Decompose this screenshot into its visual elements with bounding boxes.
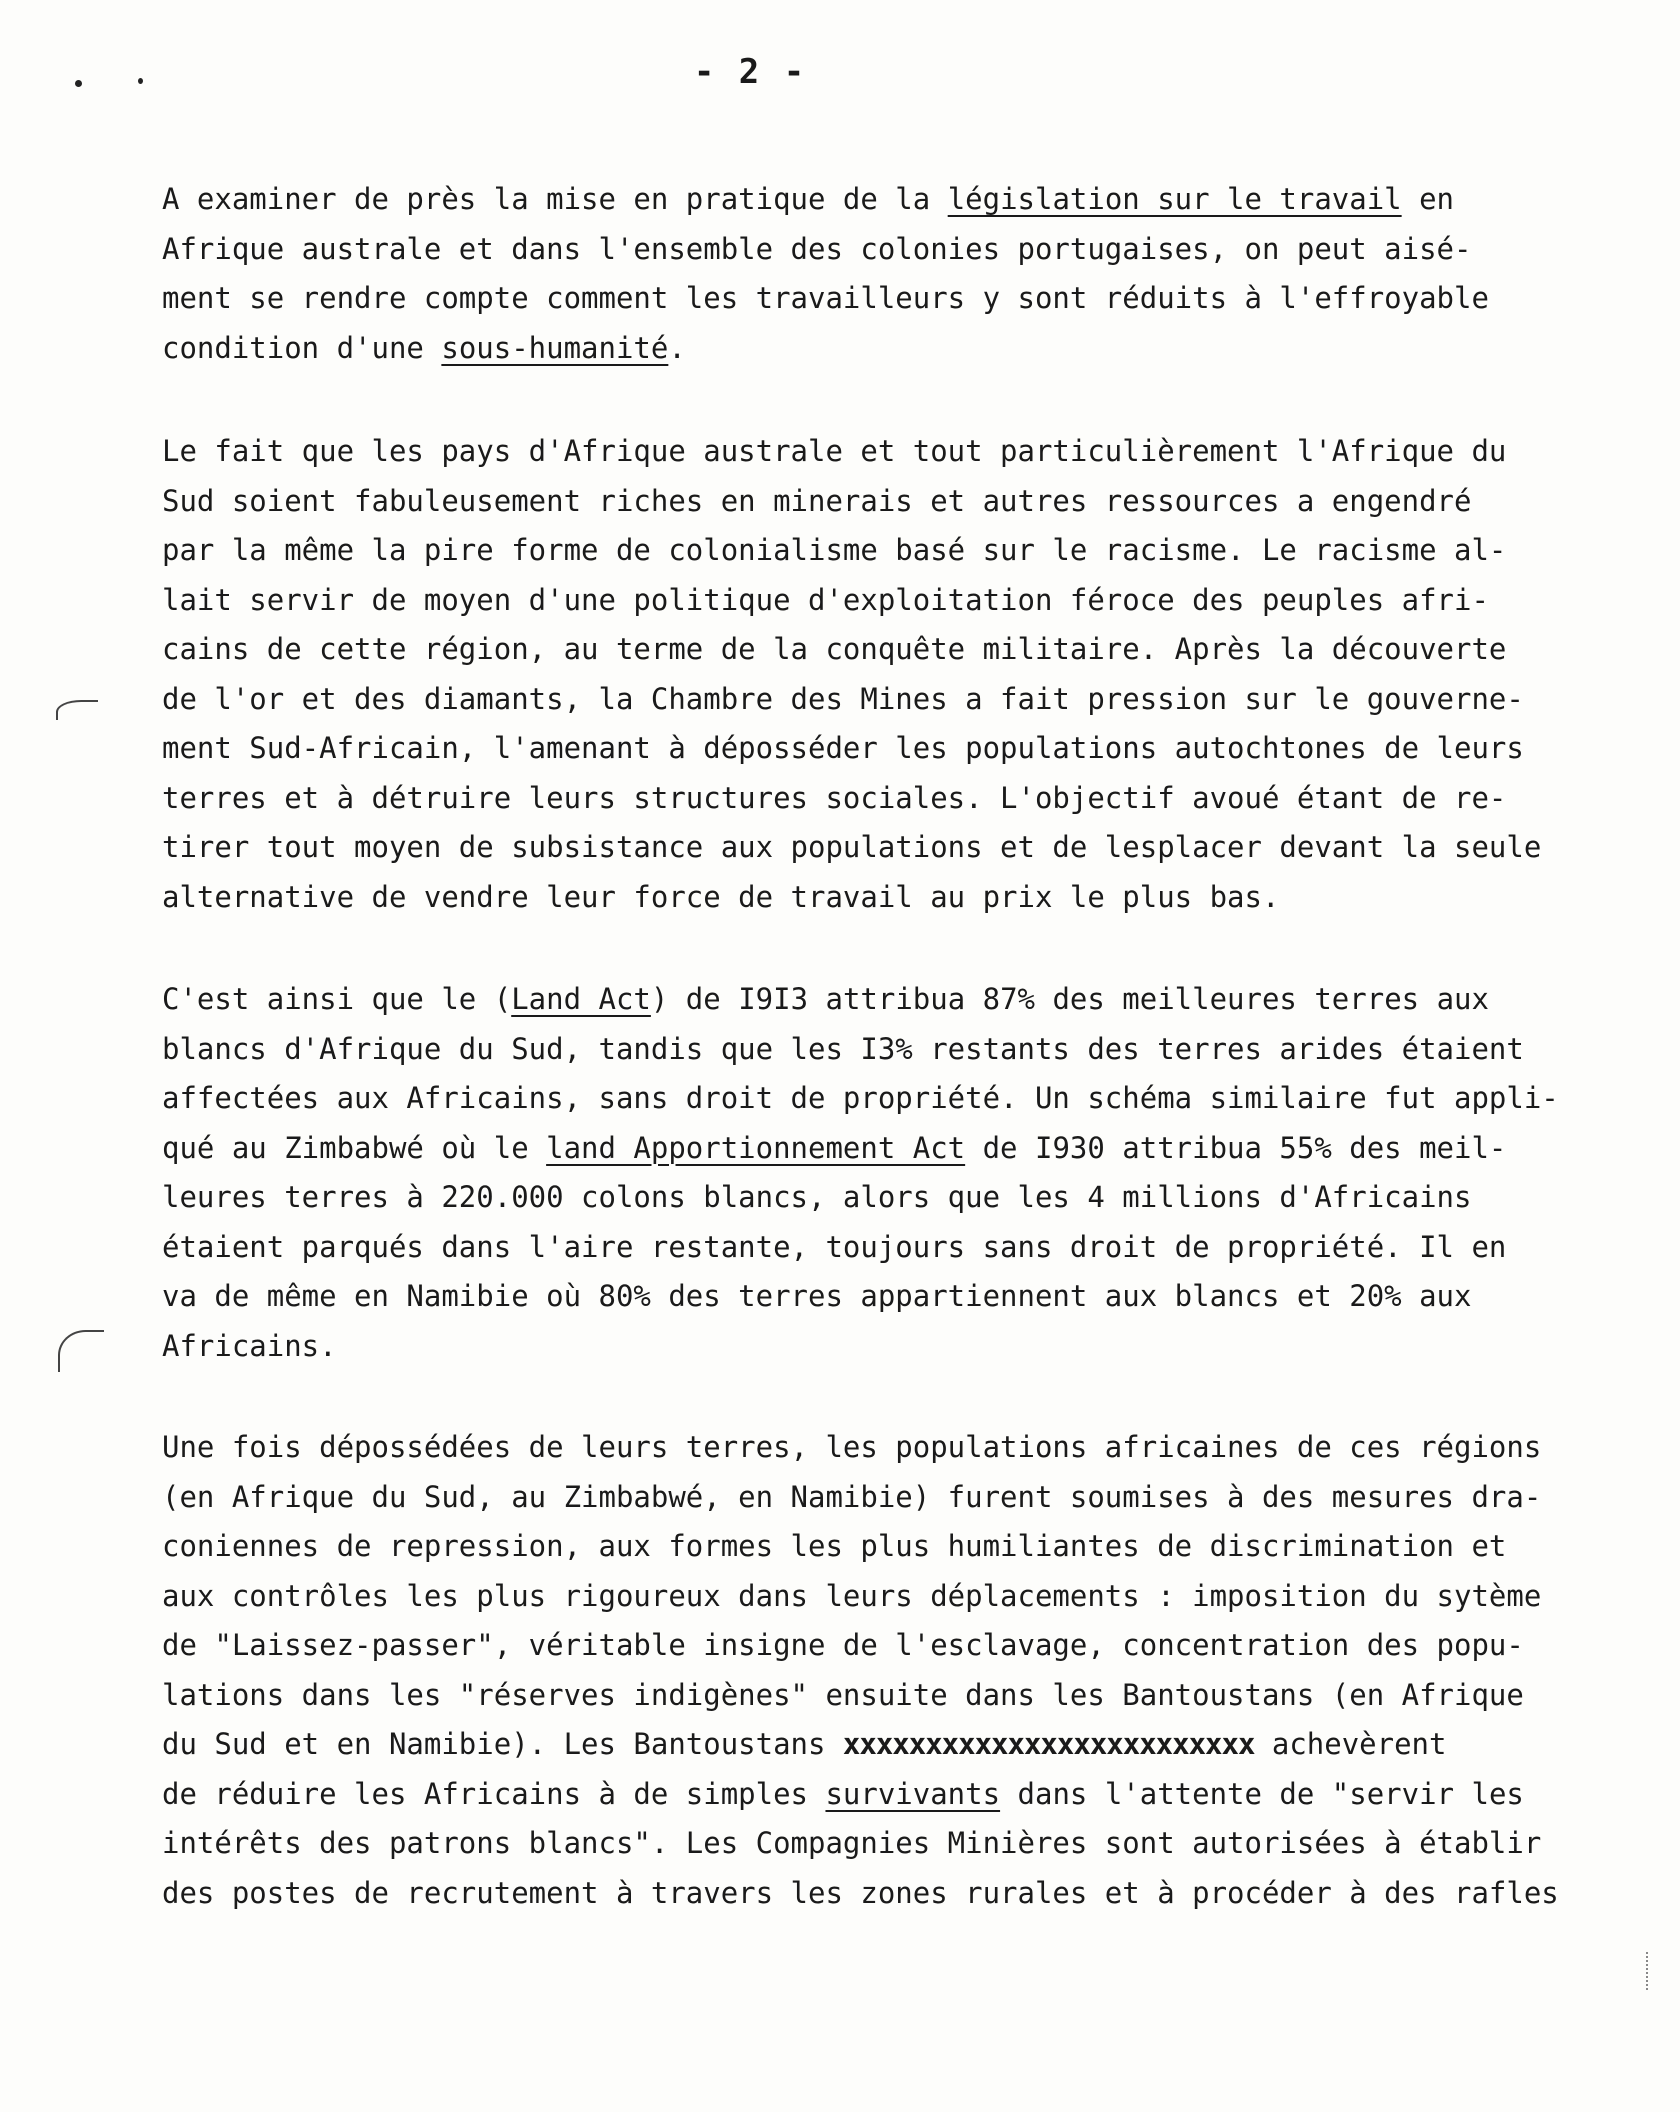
text-line xyxy=(162,625,1622,675)
text-line xyxy=(162,1869,1622,1919)
text-line xyxy=(162,1272,1622,1322)
text-line xyxy=(162,774,1622,824)
text-line xyxy=(162,225,1622,275)
text-segment: . xyxy=(668,330,686,365)
text-line xyxy=(162,526,1622,576)
text-segment: de réduire les Africains à de simples xyxy=(162,1776,826,1811)
text-segment: Sud soient fabuleusement riches en minerais et autres ressources a engendré xyxy=(162,483,1472,518)
text-segment: de "Laissez-passer", véritable insigne de l'esclavage, concentration des popu- xyxy=(162,1628,1524,1662)
text-segment: terres et à détruire leurs structures sociales. L'objectif avoué étant de re- xyxy=(162,780,1507,815)
text-segment: de l'or et des diamants, la Chambre des Mines a fait pression sur le gouverne- xyxy=(162,681,1524,716)
text-line xyxy=(162,724,1622,774)
text-line xyxy=(162,1173,1622,1223)
underlined-text: Land Act xyxy=(511,982,651,1016)
text-segment: de I930 attribua 55% des meil- xyxy=(965,1130,1507,1165)
text-line xyxy=(162,1671,1622,1721)
text-line xyxy=(162,1473,1622,1523)
text-line xyxy=(162,823,1622,873)
text-segment: en xyxy=(1401,182,1455,216)
text-line xyxy=(162,1522,1622,1572)
text-line xyxy=(162,1322,1622,1372)
text-line xyxy=(162,274,1622,324)
text-line xyxy=(162,1621,1622,1671)
text-segment: Une fois dépossédées de leurs terres, les populations africaines de ces régions xyxy=(162,1430,1542,1464)
paragraph-4 xyxy=(162,1423,1622,1918)
text-line xyxy=(162,1720,1622,1770)
paragraph-3 xyxy=(162,975,1622,1371)
text-segment: ) de I9I3 attribua 87% des meilleures terres aux xyxy=(650,982,1489,1016)
paragraph-1 xyxy=(162,175,1622,373)
text-segment: du Sud et en Namibie). Les Bantoustans xyxy=(162,1727,843,1761)
text-line xyxy=(162,1223,1622,1273)
text-segment: lations dans les "réserves indigènes" ensuite dans les Bantoustans (en Afrique xyxy=(162,1677,1524,1712)
margin-pencil-mark-lower xyxy=(58,1330,104,1372)
underlined-text: sous-humanité xyxy=(441,330,669,365)
text-line xyxy=(162,1770,1622,1820)
margin-pencil-mark-upper xyxy=(56,700,98,720)
text-line xyxy=(162,1819,1622,1869)
text-line xyxy=(162,477,1622,527)
text-segment: dans l'attente de "servir les xyxy=(1000,1776,1524,1811)
text-segment: étaient parqués dans l'aire restante, toujours sans droit de propriété. Il en xyxy=(162,1229,1507,1264)
text-segment: blancs d'Afrique du Sud, tandis que les I3% restants des terres arides étaient xyxy=(162,1031,1524,1066)
text-segment: (en Afrique du Sud, au Zimbabwé, en Namibie) furent soumises à des mesures dra- xyxy=(162,1479,1542,1514)
underlined-text: land Apportionnement Act xyxy=(546,1130,966,1165)
text-segment: cains de cette région, au terme de la conquête militaire. Après la découverte xyxy=(162,632,1507,666)
text-segment: condition d'une xyxy=(162,330,442,365)
text-segment: leures terres à 220.000 colons blancs, alors que les 4 millions d'Africains xyxy=(162,1180,1472,1214)
text-line xyxy=(162,427,1622,477)
text-segment: va de même en Namibie où 80% des terres appartiennent aux blancs et 20% aux xyxy=(162,1279,1472,1313)
text-segment: affectées aux Africains, sans droit de propriété. Un schéma similaire fut appli- xyxy=(162,1081,1559,1115)
underlined-text: législation sur le travail xyxy=(947,182,1402,216)
text-segment: par la même la pire forme de colonialisme basé sur le racisme. Le racisme al- xyxy=(162,533,1507,567)
text-segment: Afrique australe et dans l'ensemble des colonies portugaises, on peut aisé- xyxy=(162,231,1472,266)
paragraph-2 xyxy=(162,427,1622,922)
text-line xyxy=(162,175,1622,225)
text-segment: Africains. xyxy=(162,1328,337,1363)
text-segment: alternative de vendre leur force de travail au prix le plus bas. xyxy=(162,879,1280,914)
text-line xyxy=(162,975,1622,1025)
text-segment: aux contrôles les plus rigoureux dans leurs déplacements : imposition du sytème xyxy=(162,1578,1542,1613)
text-line xyxy=(162,1572,1622,1622)
text-line xyxy=(162,1025,1622,1075)
text-segment: C'est ainsi que le ( xyxy=(162,982,512,1016)
text-segment: achevèrent xyxy=(1254,1727,1447,1761)
text-line xyxy=(162,324,1622,374)
text-segment: lait servir de moyen d'une politique d'exploitation féroce des peuples afri- xyxy=(162,582,1489,617)
text-segment: ment se rendre compte comment les travailleurs y sont réduits à l'effroyable xyxy=(162,281,1489,315)
typed-over-text: xxxxxxxxxxxxxxxxxxxxxxxxx xyxy=(842,1727,1255,1761)
page-number: - 2 - xyxy=(693,52,807,92)
text-segment: ment Sud-Africain, l'amenant à déposséder les populations autochtones de leurs xyxy=(162,731,1524,765)
text-segment: tirer tout moyen de subsistance aux populations et de lesplacer devant la seule xyxy=(162,830,1542,864)
text-line xyxy=(162,873,1622,923)
text-segment: A examiner de près la mise en pratique de la xyxy=(162,182,948,216)
text-line xyxy=(162,1124,1622,1174)
text-segment: intérêts des patrons blancs". Les Compagnies Minières sont autorisées à établir xyxy=(162,1826,1542,1860)
text-segment: coniennes de repression, aux formes les plus humiliantes de discrimination et xyxy=(162,1529,1507,1563)
text-line xyxy=(162,576,1622,626)
underlined-text: survivants xyxy=(825,1776,1001,1811)
text-segment: qué au Zimbabwé où le xyxy=(162,1130,547,1165)
text-segment: des postes de recrutement à travers les zones rurales et à procéder à des rafles xyxy=(162,1875,1559,1910)
text-line xyxy=(162,1423,1622,1473)
text-segment: Le fait que les pays d'Afrique australe et tout particulièrement l'Afrique du xyxy=(162,434,1507,468)
page-edge-marks xyxy=(1646,1952,1650,1990)
text-line xyxy=(162,675,1622,725)
text-line xyxy=(162,1074,1622,1124)
